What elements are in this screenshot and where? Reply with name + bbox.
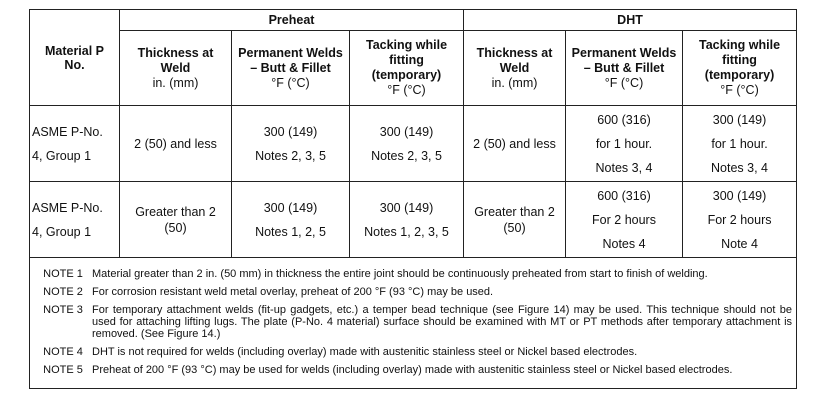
notes-section [30, 258, 797, 389]
material-cell: ASME P-No. 4, Group 1 [30, 106, 120, 182]
dht-permanent-header: Permanent Welds – Butt & Fillet °F (°C) [566, 31, 683, 106]
note-3: NOTE 3 For temporary attachment welds (fit-up gadgets, etc.) a temper bead technique (see Figure 14) may be used. This technique should not be used for attaching lifting lugs. The plate (P-No. 4 material) surface should be examined with MT or PT methods after temporary attachment is removed. (See Figure 14.) [43, 303, 793, 340]
dht-group-header: DHT [464, 10, 797, 31]
dht-permanent-cell: 600 (316) For 2 hours Notes 4 [566, 182, 683, 258]
dht-tacking-cell: 300 (149) for 1 hour. Notes 3, 4 [683, 106, 797, 182]
preheat-permanent-cell: 300 (149) Notes 2, 3, 5 [232, 106, 350, 182]
preheat-permanent-cell: 300 (149) Notes 1, 2, 5 [232, 182, 350, 258]
preheat-group-header: Preheat [120, 10, 464, 31]
preheat-tacking-header: Tacking while fitting (temporary) °F (°C) [350, 31, 464, 106]
preheat-thickness-cell: Greater than 2 (50) [120, 182, 232, 258]
note-5: NOTE 5 Preheat of 200 °F (93 °C) may be used for welds (including overlay) made with austenitic stainless steel or Nickel based electrodes. [43, 363, 733, 376]
preheat-thickness-header: Thickness at Weld in. (mm) [120, 31, 232, 106]
material-header: Material P No. [30, 10, 120, 106]
note-4: NOTE 4 DHT is not required for welds (including overlay) made with austenitic stainless steel or Nickel based electrodes. [43, 345, 638, 358]
material-cell: ASME P-No. 4, Group 1 [30, 182, 120, 258]
preheat-permanent-header: Permanent Welds – Butt & Fillet °F (°C) [232, 31, 350, 106]
table-row [30, 182, 797, 258]
preheat-thickness-cell: 2 (50) and less [120, 106, 232, 182]
dht-tacking-header: Tacking while fitting (temporary) °F (°C) [683, 31, 797, 106]
dht-thickness-cell: 2 (50) and less [464, 106, 566, 182]
note-1: NOTE 1 Material greater than 2 in. (50 mm) in thickness the entire joint should be continuously preheated from start to finish of welding. [43, 267, 708, 280]
dht-thickness-header: Thickness at Weld in. (mm) [464, 31, 566, 106]
preheat-tacking-cell: 300 (149) Notes 2, 3, 5 [350, 106, 464, 182]
dht-tacking-cell: 300 (149) For 2 hours Note 4 [683, 182, 797, 258]
preheat-dht-table [29, 9, 797, 389]
note-2: NOTE 2 For corrosion resistant weld metal overlay, preheat of 200 °F (93 °C) may be used. [43, 285, 494, 298]
dht-permanent-cell: 600 (316) for 1 hour. Notes 3, 4 [566, 106, 683, 182]
dht-thickness-cell: Greater than 2 (50) [464, 182, 566, 258]
table-row [30, 106, 797, 182]
preheat-tacking-cell: 300 (149) Notes 1, 2, 3, 5 [350, 182, 464, 258]
